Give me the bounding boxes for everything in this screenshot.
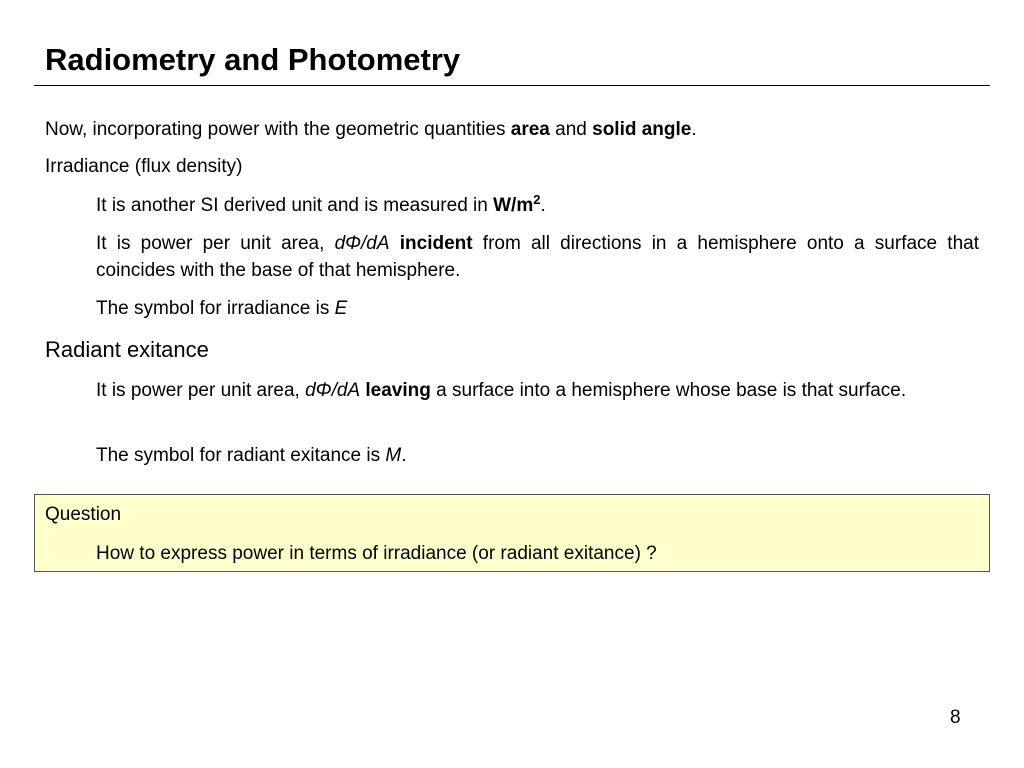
exitance-symbol-line (96, 442, 979, 469)
exitance-symbol-text: The symbol for radiant exitance is (96, 445, 386, 466)
intro-conjunction: and (549, 119, 593, 140)
intro-prefix: Now, incorporating power with the geometric quantities (45, 119, 511, 140)
intro-term-area: area (510, 119, 550, 140)
irradiance-unit-end: . (540, 195, 546, 216)
title-divider (34, 85, 990, 86)
page-number: 8 (950, 707, 961, 728)
exitance-symbol-end: . (401, 445, 407, 466)
question-label: Question (45, 504, 122, 525)
irradiance-keyword: incident (399, 233, 473, 254)
irradiance-definition (96, 230, 979, 284)
irradiance-symbol-text: The symbol for irradiance is (96, 298, 335, 319)
intro-term-solid-angle: solid angle (592, 119, 692, 140)
irradiance-ratio: dΦ/dA (334, 233, 390, 254)
irradiance-symbol-line (96, 295, 979, 322)
exitance-symbol: M (385, 445, 402, 466)
exitance-definition-prefix: It is power per unit area, (96, 380, 306, 401)
intro-suffix: . (691, 119, 697, 140)
irradiance-unit-base: W/m (493, 195, 534, 216)
exitance-heading: Radiant exitance (45, 337, 209, 362)
irradiance-unit-text: It is another SI derived unit and is measured in (96, 195, 494, 216)
question-text: How to express power in terms of irradiance (or radiant exitance) ? (96, 543, 657, 564)
exitance-definition (96, 377, 979, 404)
irradiance-symbol: E (334, 298, 348, 319)
intro-line (45, 116, 697, 143)
irradiance-unit-line (96, 192, 979, 219)
exitance-definition-suffix: a surface into a hemisphere whose base is that surface. (430, 380, 907, 401)
exitance-ratio: dΦ/dA (305, 380, 361, 401)
irradiance-unit (493, 192, 541, 216)
irradiance-heading: Irradiance (flux density) (45, 156, 243, 177)
slide-title: Radiometry and Photometry (45, 42, 461, 77)
irradiance-definition-suffix: from all directions in a hemisphere onto a surface that coincides with the base of that hemisphere. (96, 233, 979, 281)
irradiance-unit-exponent: 2 (533, 192, 541, 207)
exitance-keyword: leaving (365, 380, 431, 401)
irradiance-definition-prefix: It is power per unit area, (96, 233, 335, 254)
